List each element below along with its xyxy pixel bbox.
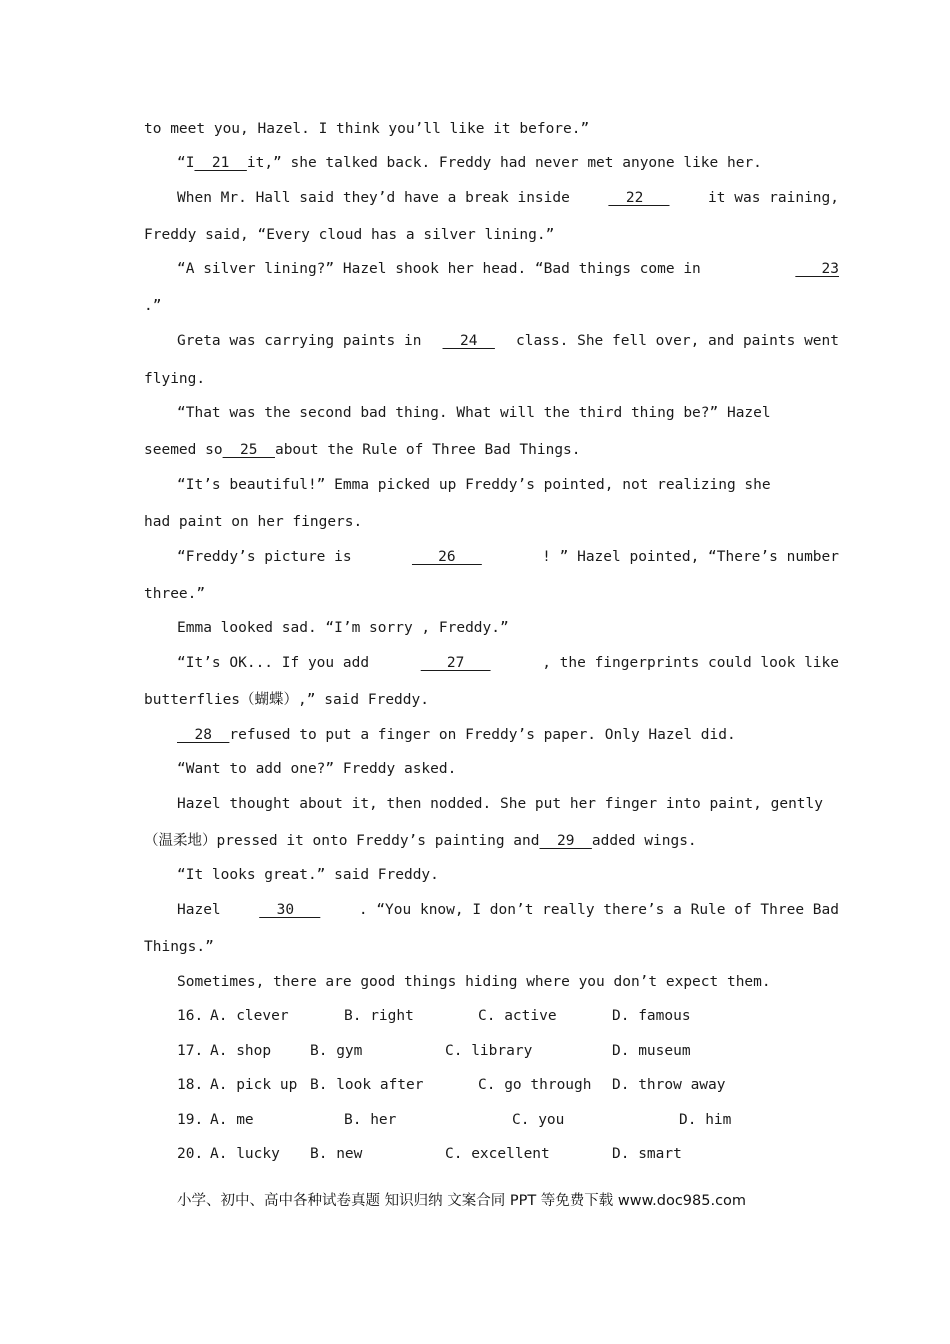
passage-line: Freddy said, “Every cloud has a silver lining.” [144, 227, 555, 243]
passage-line: butterflies（蝴蝶）,” said Freddy. [144, 692, 429, 708]
question-number: 17. [177, 1043, 204, 1059]
question-number: 19. [177, 1112, 204, 1128]
option-c: C. you [512, 1112, 565, 1128]
option-d: D. smart [612, 1146, 682, 1162]
blank-29: 29 [539, 833, 592, 849]
blank-23: 23 [795, 261, 839, 277]
passage-line: Emma looked sad. “I’m sorry , Freddy.” [177, 620, 509, 636]
passage-line: （温柔地）pressed it onto Freddy’s painting and 29 added wings. [144, 833, 697, 849]
option-b: B. right [344, 1008, 414, 1024]
blank-28: 28 [177, 727, 230, 743]
option-d: D. him [679, 1112, 732, 1128]
passage-line: flying. [144, 371, 206, 387]
passage-line: .” [144, 298, 162, 314]
passage-line: “A silver lining?” Hazel shook her head. “Bad things come in 23 [177, 261, 839, 277]
option-c: C. active [478, 1008, 557, 1024]
passage-line: had paint on her fingers. [144, 514, 363, 530]
option-a: A. me [210, 1112, 254, 1128]
option-b: B. her [344, 1112, 397, 1128]
blank-21: 21 [194, 155, 247, 171]
question-number: 18. [177, 1077, 204, 1093]
passage-line: Things.” [144, 939, 214, 955]
question-number: 20. [177, 1146, 204, 1162]
passage-line: “It’s OK... If you add 27 , the fingerprints could look like [177, 655, 839, 671]
passage-line: 28 refused to put a finger on Freddy’s paper. Only Hazel did. [177, 727, 736, 743]
passage-line: Hazel thought about it, then nodded. She put her finger into paint, gently [177, 796, 824, 812]
footer-watermark: 小学、初中、高中各种试卷真题 知识归纳 文案合同 PPT 等免费下载 www.doc985.com [177, 1193, 747, 1209]
blank-22: 22 [608, 190, 670, 206]
passage-line: When Mr. Hall said they’d have a break inside 22 it was raining, [177, 190, 839, 206]
blank-24: 24 [442, 333, 495, 349]
option-d: D. museum [612, 1043, 691, 1059]
passage-line: Hazel 30 . “You know, I don’t really there’s a Rule of Three Bad [177, 902, 839, 918]
blank-25: 25 [222, 442, 275, 458]
option-a: A. pick up [210, 1077, 298, 1093]
passage-line: Sometimes, there are good things hiding where you don’t expect them. [177, 974, 771, 990]
option-d: D. throw away [612, 1077, 726, 1093]
blank-26: 26 [411, 549, 482, 565]
blank-30: 30 [259, 902, 321, 918]
option-c: C. library [445, 1043, 533, 1059]
blank-27: 27 [420, 655, 491, 671]
option-b: B. gym [310, 1043, 363, 1059]
option-b: B. look after [310, 1077, 424, 1093]
passage-line: “That was the second bad thing. What will the third thing be?” Hazel [177, 405, 771, 421]
option-d: D. famous [612, 1008, 691, 1024]
passage-line: “It’s beautiful!” Emma picked up Freddy’s pointed, not realizing she [177, 477, 771, 493]
passage-line: “I 21 it,” she talked back. Freddy had never met anyone like her. [177, 155, 762, 171]
option-a: A. shop [210, 1043, 272, 1059]
question-number: 16. [177, 1008, 204, 1024]
passage-line: to meet you, Hazel. I think you’ll like it before.” [144, 121, 590, 137]
passage-line: “Want to add one?” Freddy asked. [177, 761, 457, 777]
passage-line: “Freddy’s picture is 26 ! ” Hazel pointed, “There’s number [177, 549, 839, 565]
option-c: C. excellent [445, 1146, 550, 1162]
option-c: C. go through [478, 1077, 592, 1093]
passage-line: seemed so 25 about the Rule of Three Bad Things. [144, 442, 581, 458]
passage-line: “It looks great.” said Freddy. [177, 867, 439, 883]
option-b: B. new [310, 1146, 363, 1162]
passage-line: three.” [144, 586, 206, 602]
passage-line: Greta was carrying paints in 24 class. She fell over, and paints went [177, 333, 839, 349]
option-a: A. clever [210, 1008, 289, 1024]
option-a: A. lucky [210, 1146, 280, 1162]
